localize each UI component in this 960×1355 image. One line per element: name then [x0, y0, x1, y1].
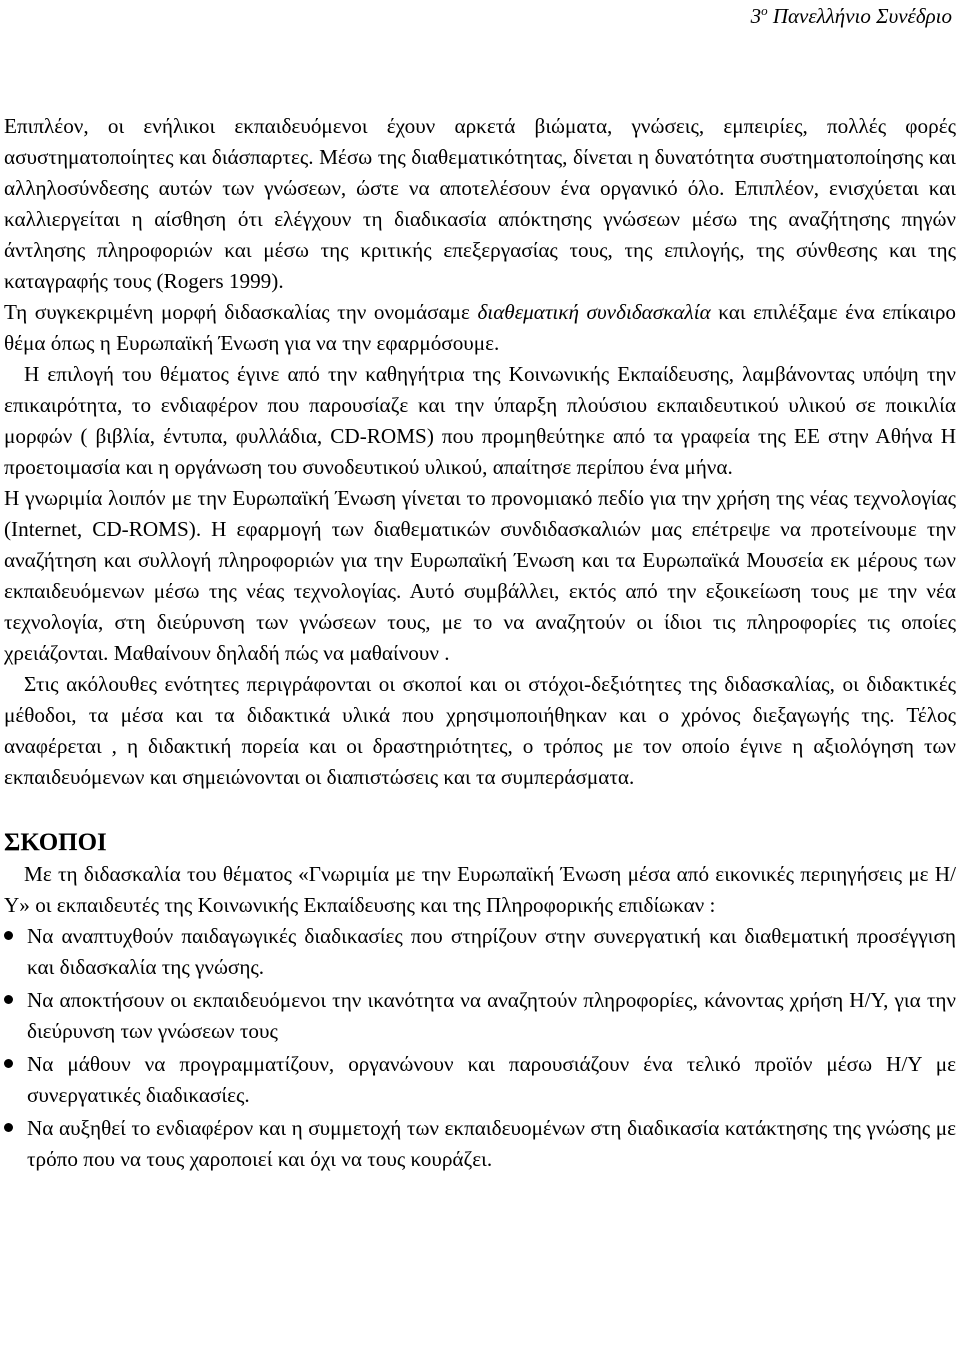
- bullet-icon: [4, 931, 13, 940]
- paragraph-teaching-form-end: και επιλέξαμε ένα επίκαιρο θέμα όπως η Ευρωπαϊκή Ένωση για να την εφαρμόσουμε.: [4, 300, 956, 355]
- bullet-icon: [4, 1123, 13, 1132]
- conference-ordinal: ο: [761, 3, 768, 18]
- bullet-icon: [4, 1059, 13, 1068]
- conference-title: Πανελλήνιο Συνέδριο: [767, 4, 952, 28]
- goals-list: [4, 921, 956, 1175]
- running-header: [751, 2, 952, 30]
- list-item: [4, 1049, 956, 1111]
- paragraph-teaching-form-start: Τη συγκεκριμένη μορφή διδασκαλίας την ονομάσαμε: [4, 300, 478, 324]
- goal-text: Να μάθουν να προγραμματίζουν, οργανώνουν και παρουσιάζουν ένα τελικό προϊόν μέσω Η/Υ με συνεργατικές διαδικασίες.: [27, 1052, 956, 1107]
- goal-text: Να αναπτυχθούν παιδαγωγικές διαδικασίες που στηρίζουν στην συνεργατική και διαθεματική προσέγγιση και διδασκαλία της γνώσης.: [27, 924, 956, 979]
- section-intro-text: Με τη διδασκαλία του θέματος «Γνωριμία με την Ευρωπαϊκή Ένωση μέσα από εικονικές περιηγήσεις με Η/Υ» οι εκπαιδευτές της Κοινωνικής Εκπαίδευσης και της Πληροφορικής επιδίωκαν :: [4, 862, 956, 917]
- paragraph-sections-overview: [4, 669, 956, 793]
- paragraph-topic-choice-text: Η επιλογή του θέματος έγινε από την καθηγήτρια της Κοινωνικής Εκπαίδευσης, λαμβάνοντας υπόψη την επικαιρότητα, το ενδιαφέρον που παρουσίαζε και την ύπαρξη πλούσιου εκπαιδευτικού υλικού σε ποικιλία μορφών ( βιβλία, έντυπα, φυλλάδια, CD-ROMS) που προμηθεύτηκε από τα γραφεία της ΕΕ στην Αθήνα Η προετοιμασία και η οργάνωση του συνοδευτικού υλικού, απαίτησε περίπου ένα μήνα.: [4, 362, 956, 479]
- conference-number: 3: [750, 4, 762, 28]
- list-item: [4, 1113, 956, 1175]
- list-item: [4, 921, 956, 983]
- list-item: [4, 985, 956, 1047]
- section-intro: [4, 859, 956, 921]
- paragraph-sections-overview-text: Στις ακόλουθες ενότητες περιγράφονται οι σκοποί και οι στόχοι-δεξιότητες της διδασκαλίας, οι διδακτικές μέθοδοι, τα μέσα και τα διδακτικά υλικά που χρησιμοποιήθηκαν και ο χρόνος διεξαγωγής της. Τέλος αναφέρεται , η διδακτική πορεία και οι δραστηριότητες, ο τρόπος με τον οποίο έγινε η αξιολόγηση των εκπαιδευόμενων και σημειώνονται οι διαπιστώσεις και τα συμπεράσματα.: [4, 672, 956, 789]
- bullet-icon: [4, 995, 13, 1004]
- emphasis-term: διαθεματική συνδιδασκαλία: [477, 300, 711, 324]
- paragraph-technology: Η γνωριμία λοιπόν με την Ευρωπαϊκή Ένωση γίνεται το προνομιακό πεδίο για την χρήση της νέας τεχνολογίας (Internet, CD-ROMS). Η εφαρμογή των διαθεματικών συνδιδασκαλιών μας επέτρεψε να προτείνουμε την αναζήτηση και συλλογή πληροφοριών για την Ευρωπαϊκή Ένωση και τα Ευρωπαϊκά Μουσεία εκ μέρους των εκπαιδευόμενων μέσω της νέας τεχνολογίας. Αυτό συμβάλλει, εκτός από την εξοικείωση τους με την νέα τεχνολογία, στη διεύρυνση των γνώσεων τους, με το να αναζητούν οι ίδιοι τις πληροφορίες τις οποίες χρειάζονται. Μαθαίνουν δηλαδή πώς να μαθαίνουν .: [4, 486, 956, 665]
- paragraph-adult-learners: Επιπλέον, οι ενήλικοι εκπαιδευόμενοι έχουν αρκετά βιώματα, γνώσεις, εμπειρίες, πολλές φορές ασυστηματοποίητες και διάσπαρτες. Μέσω της διαθεματικότητας, δίνεται η δυνατότητα συστηματοποίησης και αλληλοσύνδεσης αυτών των γνώσεων, ώστε να αποτελέσουν ένα οργανικό όλο. Επιπλέον, ενισχύεται και καλλιεργείται η αίσθηση ότι ελέγχουν τη διαδικασία απόκτησης γνώσεων μέσω της αναζήτησης πηγών άντλησης πληροφοριών και μέσω της κριτικής επεξεργασίας τους, της επιλογής, της σύνθεσης και της καταγραφής τους (Rogers 1999).: [4, 114, 956, 293]
- section-heading: ΣΚΟΠΟΙ: [4, 829, 107, 856]
- goal-text: Να αποκτήσουν οι εκπαιδευόμενοι την ικανότητα να αναζητούν πληροφορίες, κάνοντας χρήση Η/Υ, για την διεύρυνση των γνώσεων τους: [27, 988, 956, 1043]
- document-body: [4, 111, 956, 1177]
- paragraph-topic-choice: [4, 359, 956, 483]
- goal-text: Να αυξηθεί το ενδιαφέρον και η συμμετοχή των εκπαιδευομένων στη διαδικασία κατάκτησης της γνώσης με τρόπο που να τους χαροποιεί και όχι να τους κουράζει.: [27, 1116, 956, 1171]
- paragraph-teaching-form: [4, 297, 956, 359]
